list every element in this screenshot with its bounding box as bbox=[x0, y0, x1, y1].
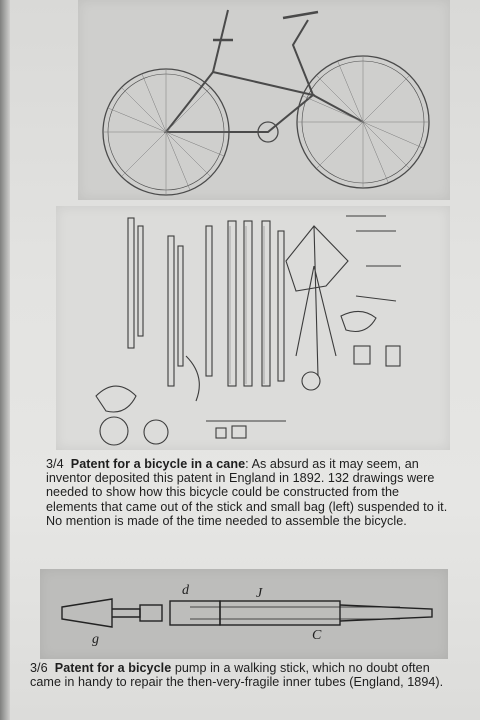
caption-fig-3-6 bbox=[30, 661, 450, 689]
bicycle-patent-illustration bbox=[78, 0, 450, 200]
fig-letter-c: C bbox=[312, 628, 322, 643]
figure-number: 3/6 bbox=[30, 661, 48, 675]
walking-stick-pump-illustration bbox=[40, 569, 448, 659]
patent-sheet-drawing bbox=[56, 206, 450, 450]
caption-fig-3-4 bbox=[46, 457, 450, 528]
caption-title: Patent for a bicycle bbox=[54, 661, 172, 675]
fig-letter-d: d bbox=[182, 583, 189, 598]
figure-number: 3/4 bbox=[46, 457, 64, 471]
caption-title: Patent for a bicycle in a cane bbox=[70, 457, 246, 471]
caption-body: pump in a walking stick, which no doubt often came in handy to repair the then-very-fragile inner tubes (England, 1894). bbox=[30, 661, 444, 690]
caption-body: : As absurd as it may seem, an inventor deposited this patent in England in 1892. 132 drawings were needed to show how this bicycle could be constructed from the elements that came out of the stick and small bag (left) suspended to it. No mention is made of the time needed to assemble the bicycle. bbox=[46, 457, 448, 528]
pump-drawing bbox=[40, 569, 448, 659]
bicycle-drawing bbox=[78, 0, 450, 200]
page-edge-shadow bbox=[0, 0, 10, 720]
cane-bicycle-patent-drawings bbox=[56, 206, 450, 450]
fig-letter-j: J bbox=[256, 586, 263, 601]
fig-letter-g: g bbox=[92, 632, 99, 647]
